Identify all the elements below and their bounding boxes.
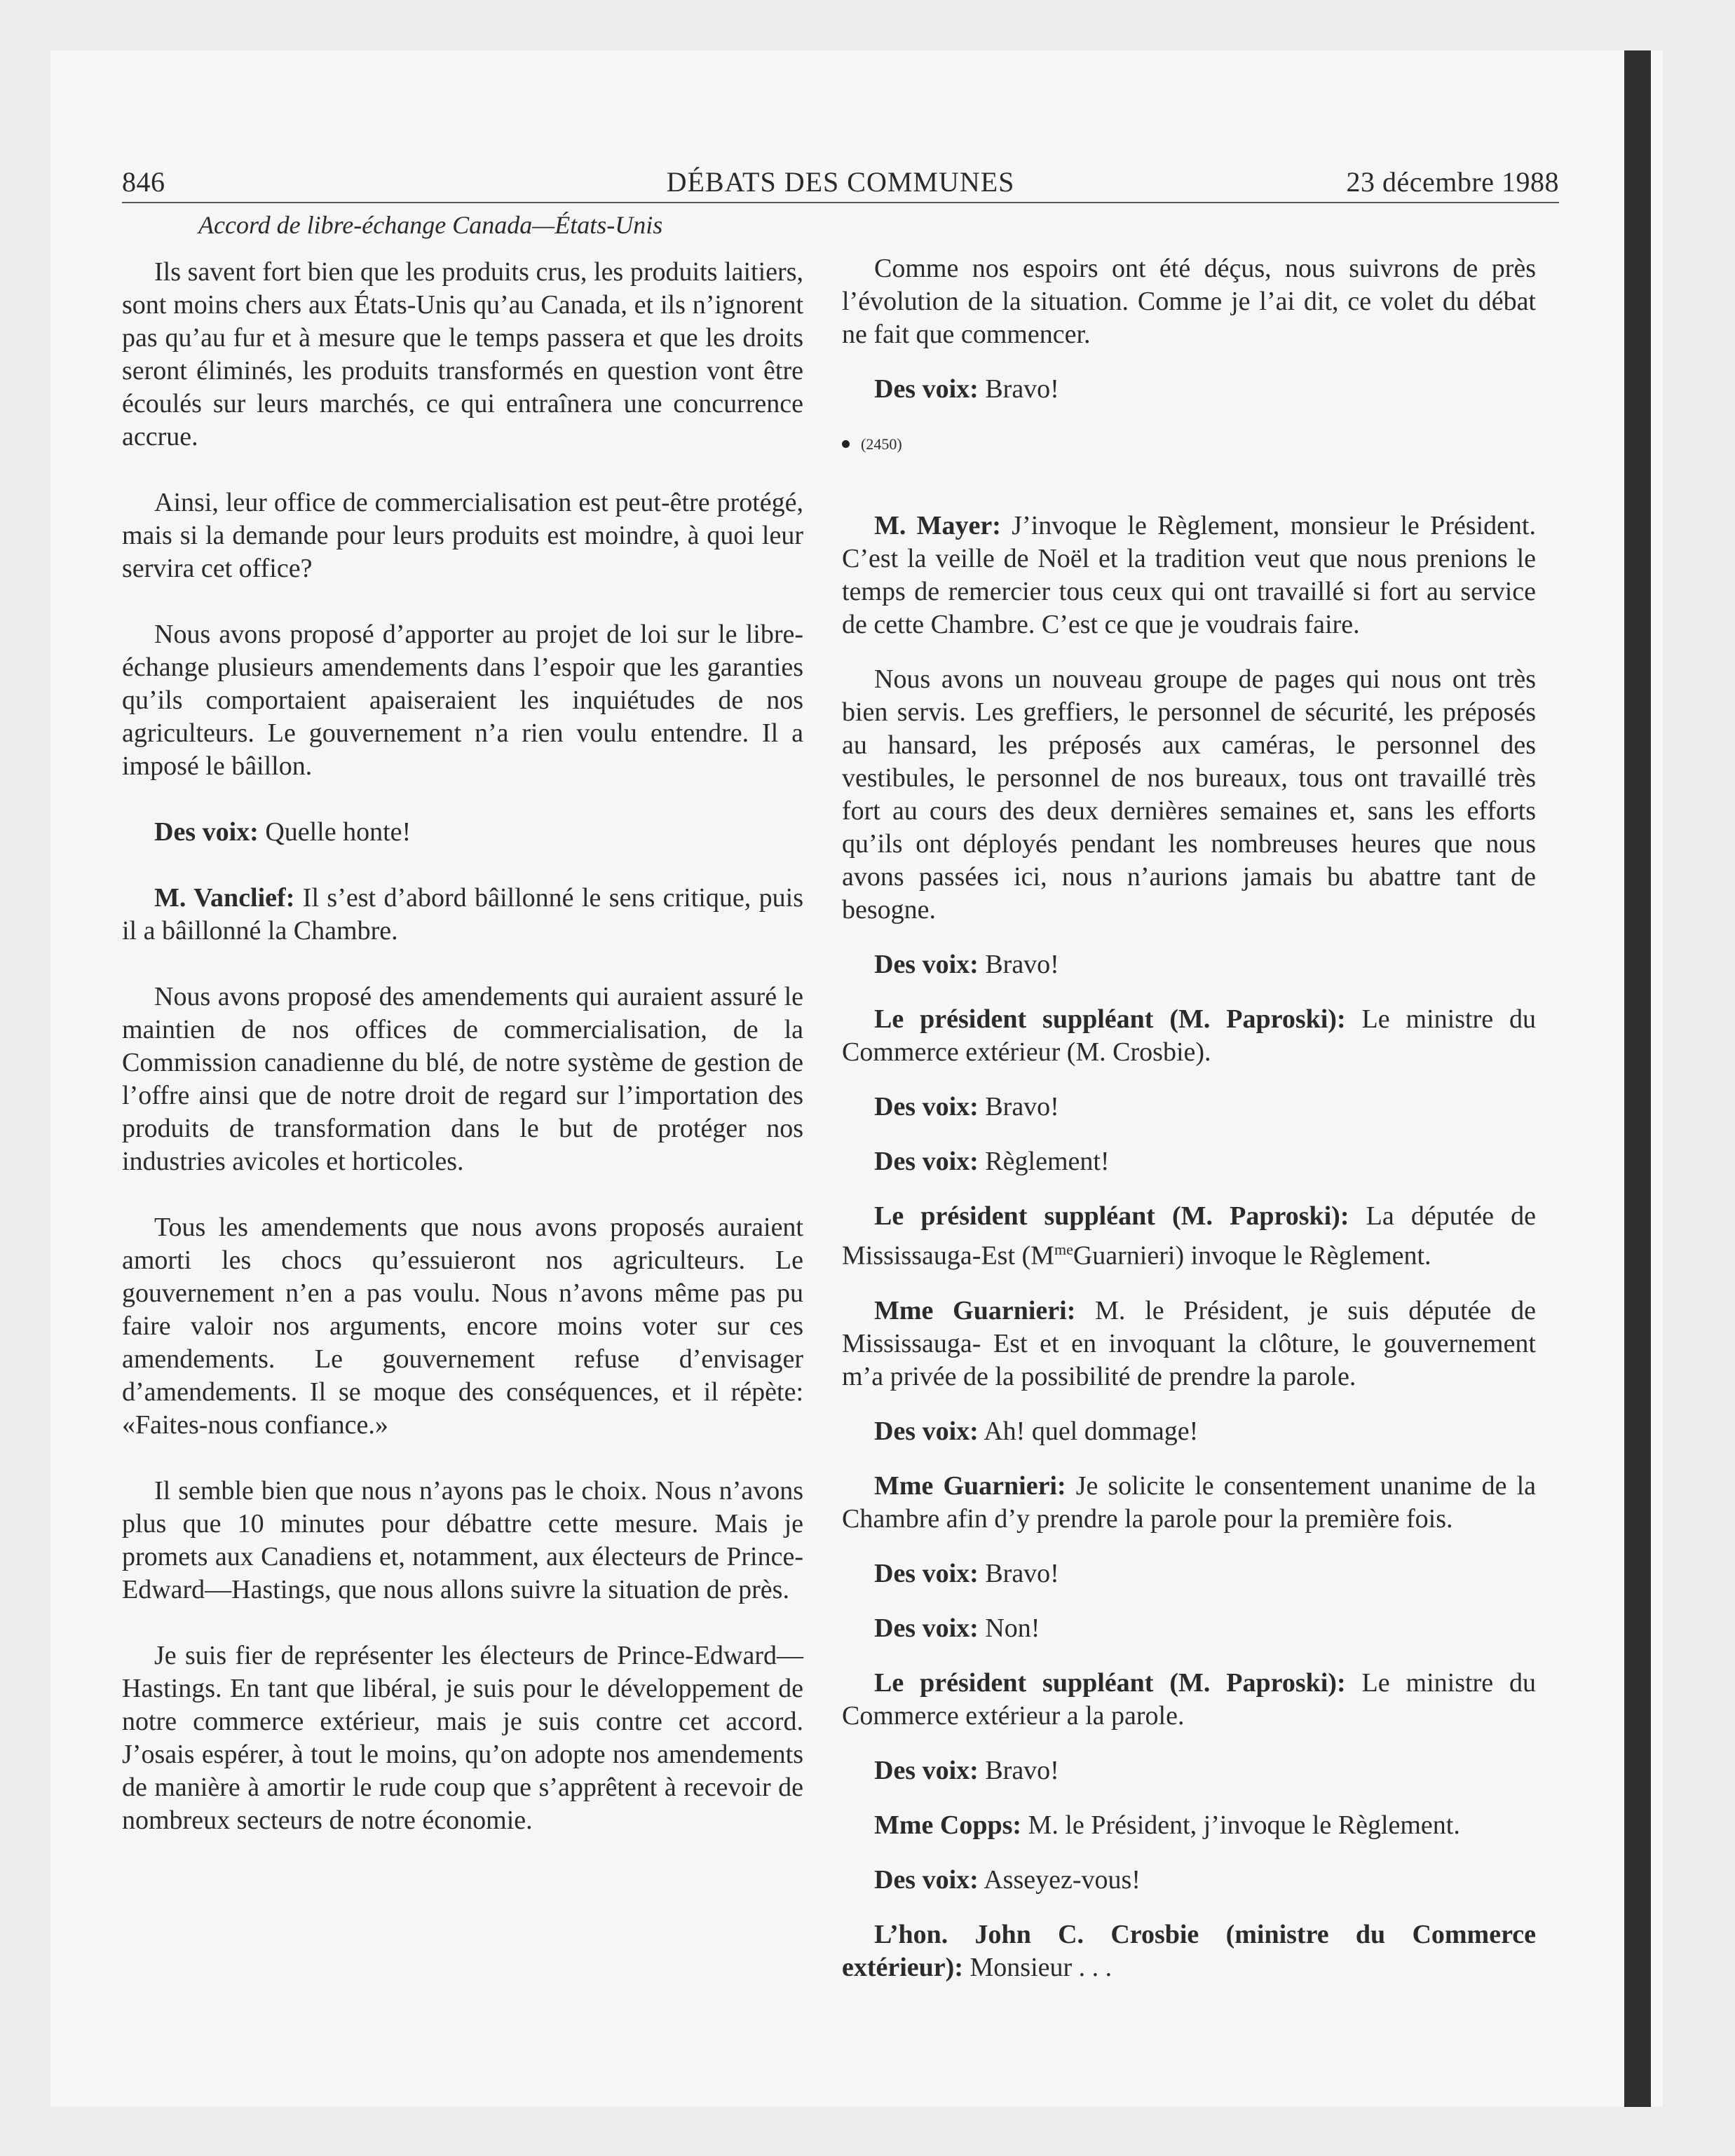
publication-title: DÉBATS DES COMMUNES bbox=[666, 166, 1015, 198]
paragraph-text: Bravo! bbox=[978, 1558, 1059, 1588]
speaker-name: Mme Copps: bbox=[874, 1810, 1022, 1840]
paragraph bbox=[842, 252, 1536, 351]
speech-paragraph bbox=[842, 1145, 1536, 1178]
paragraph-text: Bravo! bbox=[978, 374, 1059, 404]
speech-paragraph bbox=[842, 1091, 1536, 1124]
paragraph-text: Comme nos espoirs ont été déçus, nous suivrons de près l’évolution de la situation. Comme je l’ai dit, ce volet du débat ne fait que commencer. bbox=[842, 254, 1536, 349]
paragraph-text: Guarnieri) invoque le Règlement. bbox=[1073, 1241, 1431, 1271]
speaker-name: Des voix: bbox=[874, 1864, 979, 1895]
speaker-name: Des voix: bbox=[874, 950, 979, 979]
speaker-name: Mme Guarnieri: bbox=[874, 1295, 1076, 1325]
paragraph-text: J’invoque le Règlement, monsieur le Président. C’est la veille de Noël et la tradition veut que nous prenions le temps de remercier tous ceux qui ont travaillé si fort au service de cette Chambre. C’est ce que je voudrais faire. bbox=[842, 511, 1536, 639]
speech-paragraph bbox=[842, 1295, 1536, 1393]
speaker-name: Des voix: bbox=[874, 1416, 979, 1446]
bullet-icon bbox=[842, 440, 850, 448]
speaker-name: Des voix: bbox=[874, 1755, 979, 1785]
page-date: 23 décembre 1988 bbox=[1346, 166, 1559, 198]
paragraph bbox=[122, 256, 803, 453]
page-header bbox=[122, 161, 1559, 203]
paragraph-text: Bravo! bbox=[978, 1092, 1059, 1121]
paragraph-text: Nous avons proposé d’apporter au projet de loi sur le libre-échange plusieurs amendements dans l’espoir que les garanties qu’ils comportaient apaiseraient les inquiétudes de nos agriculteurs. Le gouvernement n’a rien voulu entendre. Il a imposé le bâillon. bbox=[122, 620, 803, 781]
speaker-name: Le président suppléant (M. Paproski): bbox=[874, 1667, 1346, 1698]
speaker-name: Des voix: bbox=[154, 817, 259, 847]
paragraph-text: Non! bbox=[978, 1613, 1040, 1643]
paragraph-text: Quelle honte! bbox=[258, 817, 411, 847]
paragraph-text: Règlement! bbox=[978, 1147, 1110, 1176]
speech-paragraph bbox=[842, 1864, 1536, 1897]
paragraph-text: Je suis fier de représenter les électeurs de Prince-Edward—Hastings. En tant que libéral, je suis pour le développement de notre commerce extérieur, mais je suis contre cet accord. J’osais espérer, à tout le moins, qu’on adopte nos amendements de manière à amortir le rude coup que s’apprêtent à recevoir de nombreux secteurs de notre économie. bbox=[122, 1641, 803, 1835]
paragraph-text: M. le Président, j’invoque le Règlement. bbox=[1021, 1810, 1460, 1840]
paragraph-text: Ainsi, leur office de commercialisation est peut-être protégé, mais si la demande pour leurs produits est moindre, à quoi leur servira cet office? bbox=[122, 488, 803, 583]
speaker-name: Mme Guarnieri: bbox=[874, 1471, 1066, 1501]
speaker-name: L’hon. John C. Crosbie (ministre du Commerce extérieur): bbox=[842, 1919, 1536, 1982]
speech-paragraph bbox=[842, 1918, 1536, 1984]
speech-paragraph bbox=[842, 1470, 1536, 1536]
speaker-name: M. Mayer: bbox=[874, 511, 1001, 540]
running-subject: Accord de libre-échange Canada—États-Unis bbox=[198, 211, 663, 239]
paragraph-text: La députée de Mississauga-Est (M bbox=[842, 1201, 1536, 1271]
speech-paragraph bbox=[842, 1612, 1536, 1645]
scan-edge bbox=[1624, 50, 1651, 2107]
right-column bbox=[842, 252, 1536, 2006]
speech-paragraph bbox=[842, 1415, 1536, 1448]
speaker-name: Des voix: bbox=[874, 1558, 979, 1588]
paragraph-text: Bravo! bbox=[978, 950, 1059, 979]
paragraph bbox=[122, 618, 803, 783]
speech-paragraph bbox=[122, 882, 803, 948]
speech-paragraph bbox=[122, 816, 803, 849]
speaker-name: Des voix: bbox=[874, 1613, 979, 1643]
paragraph-text: Bravo! bbox=[978, 1755, 1059, 1785]
paragraph-text: Nous avons proposé des amendements qui auraient assuré le maintien de nos offices de commercialisation, de la Commission canadienne du blé, de notre système de gestion de l’offre ainsi que de notre droit de regard sur l’importation des produits de transformation dans le but de protéger nos industries avicoles et horticoles. bbox=[122, 982, 803, 1176]
speech-paragraph bbox=[842, 1003, 1536, 1069]
speech-paragraph bbox=[842, 373, 1536, 406]
time-marker-text: (2450) bbox=[861, 435, 902, 453]
paragraph-text: Il semble bien que nous n’ayons pas le choix. Nous n’avons plus que 10 minutes pour débattre cette mesure. Mais je promets aux Canadiens et, notamment, aux électeurs de Prince-Edward—Hastings, que nous allons suivre la situation de près. bbox=[122, 1476, 803, 1604]
paragraph-text: Nous avons un nouveau groupe de pages qui nous ont très bien servis. Les greffiers, le personnel de sécurité, les préposés au hansard, les préposés aux caméras, le personnel des vestibules, le personnel de nos bureaux, tous ont travaillé très fort au cours des deux dernières semaines et, sans les efforts qu’ils ont déployés pendant les nombreuses heures que nous avons passées ici, nous n’aurions jamais bu abattre tant de besogne. bbox=[842, 664, 1536, 925]
paragraph-text: Ils savent fort bien que les produits crus, les produits laitiers, sont moins chers aux États-Unis qu’au Canada, et ils n’ignorent pas qu’au fur et à mesure que le temps passera et que les droits seront éliminés, les produits transformés en question vont être écoulés sur leurs marchés, ce qui entraînera une concurrence accrue. bbox=[122, 257, 803, 451]
paragraph bbox=[122, 486, 803, 585]
speech-paragraph bbox=[842, 1200, 1536, 1273]
speech-paragraph bbox=[842, 1754, 1536, 1787]
paragraph-text: Monsieur . . . bbox=[963, 1952, 1113, 1982]
paragraph-text: Il s’est d’abord bâillonné le sens critique, puis il a bâillonné la Chambre. bbox=[122, 883, 803, 946]
speech-paragraph bbox=[842, 510, 1536, 641]
paragraph bbox=[842, 663, 1536, 927]
header-rule bbox=[122, 202, 1559, 203]
paragraph-text: Je solicite le consentement unanime de la Chambre afin d’y prendre la parole pour la première fois. bbox=[842, 1471, 1536, 1534]
paragraph-text: Le ministre du Commerce extérieur (M. Crosbie). bbox=[842, 1004, 1536, 1067]
time-marker bbox=[842, 428, 1536, 460]
speech-paragraph bbox=[842, 1667, 1536, 1733]
speaker-name: M. Vanclief: bbox=[154, 883, 295, 913]
paragraph-text: M. le Président, je suis députée de Mississauga- Est et en invoquant la clôture, le gouvernement m’a privée de la possibilité de prendre la parole. bbox=[842, 1295, 1536, 1391]
speech-paragraph bbox=[842, 948, 1536, 981]
paragraph-text: Le ministre du Commerce extérieur a la parole. bbox=[842, 1667, 1536, 1731]
paragraph bbox=[122, 1475, 803, 1606]
paragraph bbox=[122, 1211, 803, 1442]
speaker-name: Le président suppléant (M. Paproski): bbox=[874, 1201, 1349, 1231]
speaker-name: Des voix: bbox=[874, 1147, 979, 1176]
paragraph bbox=[122, 1639, 803, 1837]
speaker-name: Des voix: bbox=[874, 1092, 979, 1121]
left-column bbox=[122, 256, 803, 1870]
speaker-name: Des voix: bbox=[874, 374, 979, 404]
paragraph-text: Asseyez-vous! bbox=[978, 1864, 1141, 1895]
speaker-name: Le président suppléant (M. Paproski): bbox=[874, 1004, 1346, 1034]
speech-paragraph bbox=[842, 1557, 1536, 1590]
paragraph-text: Tous les amendements que nous avons proposés auraient amorti les chocs qu’essuieront nos agriculteurs. Le gouvernement n’en a pas voulu. Nous n’avons même pas pu faire valoir nos arguments, encore moins voter sur ces amendements. Le gouvernement refuse d’envisager d’amendements. Il se moque des conséquences, et il répète: «Faites-nous confiance.» bbox=[122, 1213, 803, 1440]
superscript: me bbox=[1054, 1241, 1073, 1258]
paragraph-text: Ah! quel dommage! bbox=[978, 1416, 1199, 1446]
paragraph bbox=[122, 981, 803, 1178]
page-number: 846 bbox=[122, 166, 165, 198]
speech-paragraph bbox=[842, 1809, 1536, 1842]
